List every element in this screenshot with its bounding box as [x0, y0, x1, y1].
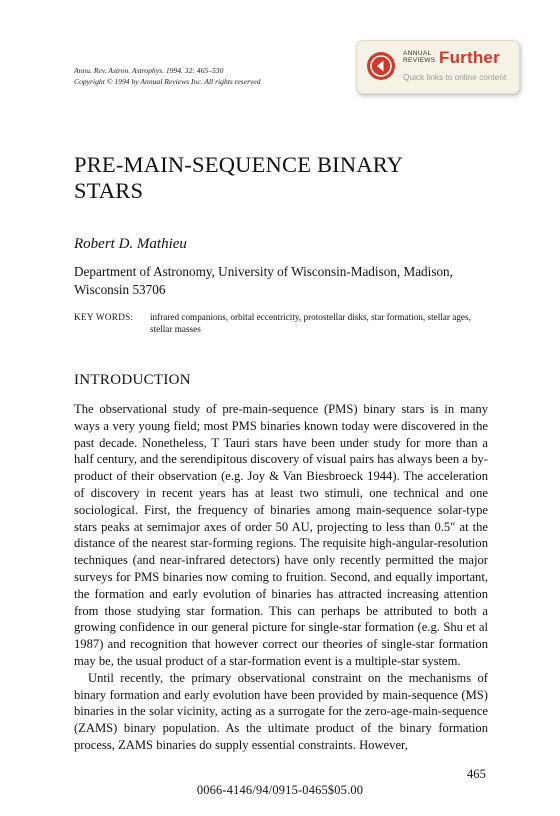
brand-line-1: ANNUAL — [403, 50, 432, 57]
further-label: Further — [439, 48, 500, 67]
article-title: PRE-MAIN-SEQUENCE BINARY STARS — [74, 152, 403, 203]
annual-reviews-logo-text — [403, 50, 436, 64]
journal-line: Annu. Rev. Astron. Astrophys. 1994. 32: 465–530 — [74, 66, 224, 75]
paragraph: Until recently, the primary observational constraint on the mechanisms of binary formation and early evolution have been provided by main-sequence (MS) binaries in the solar vicinity, acting as a surrogate for the zero-age-main-sequence (ZAMS) binary population. As the ultimate product of the binary formation process, ZAMS binaries do supply essential constraints. However, — [74, 670, 488, 752]
keywords-list: infrared companions, orbital eccentricity, protostellar disks, star formation, stellar ages, stellar masses — [150, 312, 471, 334]
journal-citation — [74, 66, 261, 87]
paragraph: The observational study of pre-main-sequence (PMS) binary stars is in many ways a very young field; most PMS binaries known today were discovered in the past decade. Nonetheless, T Tauri stars have been under study for more than a half century, and the serendipitous discovery of visual pairs has always been a by-product of their observation (e.g. Joy & Van Biesbroeck 1944). The acceleration of discovery in recent years has at least two stimuli, one technical and one sociological. First, the frequency of binaries among main-sequence solar-type stars peaks at semimajor axes of order 50 AU, projecting to less than 0.5″ at the distance of the nearest star-forming regions. The requisite high-angular-resolution techniques (and near-infrared detectors) have only recently permitted the major surveys for PMS binaries now coming to fruition. Second, and equally important, the formation and early evolution of binaries has attracted increasing attention from those studying star formation. This can perhaps be attributed to both a growing confidence in our general picture for single-star formation (e.g. Shu et al 1987) and recognition that however correct our theories of single-star formation may be, the usual product of a star-formation event is a multiple-star system. — [74, 402, 488, 668]
quick-links-link[interactable]: Quick links to online content — [403, 72, 507, 82]
keywords-label: KEY WORDS: — [74, 312, 134, 322]
page-number: 465 — [467, 767, 486, 781]
play-arrow-circle-icon — [367, 52, 395, 80]
copyright-line: Copyright © 1994 by Annual Reviews Inc. All rights reserved — [74, 76, 261, 86]
author-affiliation: Department of Astronomy, University of Wisconsin-Madison, Madison, Wisconsin 53706 — [74, 264, 453, 297]
author-name: Robert D. Mathieu — [74, 236, 187, 252]
keywords-block — [74, 312, 494, 335]
section-heading: INTRODUCTION — [74, 372, 191, 388]
section-body — [74, 401, 488, 754]
issn-code: 0066-4146/94/0915-0465$05.00 — [196, 783, 364, 797]
further-online-badge[interactable] — [356, 40, 520, 94]
brand-line-2: REVIEWS — [403, 57, 436, 65]
